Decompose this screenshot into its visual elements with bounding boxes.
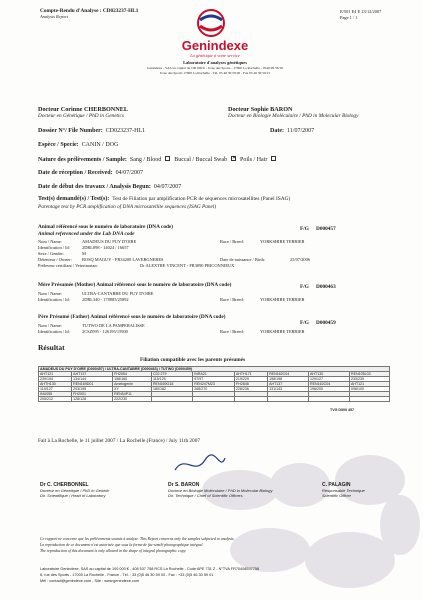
- tests-label: Test(s) demandé(s) / Test(s):: [38, 196, 110, 202]
- signature-block-1: [40, 483, 150, 498]
- signatory-1-name: Dr C. CHERBONNEL: [40, 482, 89, 488]
- mother-fg: F/G: [300, 284, 309, 290]
- date-label: Date:: [270, 128, 284, 134]
- address-line-2: 6 rue des Sports 17000 La Rochelle - Tél. 05 46 30 59 00 - Fax 05 46 30 59 01: [159, 71, 271, 75]
- father-name-label: Nom / Name:: [38, 323, 62, 328]
- genotype-cell: 222/230: [113, 397, 152, 402]
- lab-name: Laboratoire d'analyses génétiques: [183, 60, 247, 65]
- mother-dna-code: D000463: [316, 284, 336, 290]
- signature-baron-icon: [170, 452, 230, 477]
- father-breed-label: Race / Breed:: [220, 329, 244, 334]
- signature-block-2: [168, 483, 298, 498]
- footer-contact-1: 6, rue des Sports - 17000 La Rochelle - France - Tél. : 33 (0)5 46 30 59 00 - Fax : +33 (0)5 46 30 59 01: [40, 573, 214, 577]
- brand-name: Genindexe: [181, 38, 249, 53]
- animal-birth-label: Date de naissance / Birth:: [220, 257, 266, 262]
- begin-value: 04/07/2007: [153, 184, 182, 190]
- genotype-cell: AHTH171: [234, 372, 267, 377]
- genotype-cell: REN169D01: [72, 382, 113, 387]
- genindexe-logo-icon: [191, 8, 231, 38]
- genotype-cell: 198/198: [268, 377, 309, 382]
- genotype-cell: REN247M23: [193, 382, 235, 387]
- genotype-cell: AHT137: [72, 372, 113, 377]
- genotype-cell: FH2848: [234, 382, 267, 387]
- footer-note-2: La reproduction de ce document n'est autorisée que sous la forme de fac-similé photographique intégral.: [40, 543, 204, 547]
- signatory-3-name: C. PALAGIN: [322, 482, 351, 488]
- genotype-cell: INRA21: [193, 372, 235, 377]
- species-value: CANIN / DOG: [81, 142, 119, 148]
- animal-id-value: 2DRL098 - 14024 / 16657: [82, 245, 129, 250]
- genotype-cell: INU055: [39, 392, 72, 397]
- signatory-3-line1: Responsable Technique: [322, 488, 365, 493]
- scientist-right-name: Docteur Sophie BARON: [228, 106, 293, 113]
- mother-breed-value: YORKSHIRE TERRIER: [260, 297, 305, 302]
- genotype-cell: AHT121: [349, 382, 389, 387]
- sample-row: [38, 156, 277, 163]
- vet-value: Dr ALEXTRE VINCENT - FR3090 PRICONNIEUX: [140, 263, 235, 268]
- animal-breed-value: YORKSHIRE TERRIER: [260, 239, 305, 244]
- animal-name-label: Nom / Name:: [38, 239, 62, 244]
- mother-breed-label: Race / Breed:: [220, 297, 244, 302]
- scientist-right-title: Docteur en Biologie Moléculaire / PhD in Molecular Biology: [228, 113, 359, 119]
- footer-company: Laboratoire Genindexe, SAS au capital de 100 000 € - 408 537 758 RCS La Rochelle - Code APE 731 Z - N°TVA FR70408537758: [40, 567, 260, 571]
- genotype-cell: 219/229: [234, 377, 267, 382]
- result-title: Résultat: [38, 343, 65, 352]
- report-number: Compte-Rendu d'Analyse : CD023237-HL1: [40, 8, 139, 14]
- father-breed-value: YORKSHIRE TERRIER: [260, 329, 305, 334]
- species-row: [38, 142, 118, 148]
- genotype-cell: [268, 397, 309, 402]
- animal-name-value: AMADEUS DU PUY D'OIRE: [82, 239, 137, 244]
- genotype-cell: [234, 397, 267, 402]
- date-value: 11/07/2007: [287, 128, 315, 134]
- genotype-table: [38, 366, 390, 402]
- genotype-cell: XY: [113, 387, 152, 392]
- father-id-label: Identification / Id:: [38, 329, 70, 334]
- signatory-2-name: Dr S. BARON: [168, 482, 200, 488]
- scientist-left-title: Docteur en Génétique / PhD in Genetics: [38, 113, 124, 119]
- genotype-cell: 196/200: [309, 387, 350, 392]
- mother-name-value: ULTRA-CANTABRE DU PUY D'OIRE: [82, 291, 154, 296]
- sample-buccal: Buccal / Buccal Swab: [174, 157, 228, 163]
- genotype-cell: [193, 397, 235, 402]
- signature-block-3: [322, 483, 402, 498]
- father-id-value: 2CSZ095 - 126195/15900: [82, 329, 128, 334]
- reception-label: Date de réception / Received:: [38, 170, 113, 176]
- sample-hair-checkbox: [271, 156, 276, 161]
- father-dna-code: D000459: [316, 320, 336, 326]
- animal-sex-label: Sexe / Gender:: [38, 251, 65, 256]
- genotype-cell: 098/100: [349, 387, 389, 392]
- footer-note-3: The reproduction of this document is only allowed in the shape of integral photographic copy.: [40, 549, 187, 553]
- dossier-label: Dossier N°/ File Number:: [38, 128, 103, 134]
- genotype-cell: [309, 397, 350, 402]
- genotype-cell: [151, 397, 192, 402]
- genotype-cell: AHTH130: [39, 382, 72, 387]
- vet-label: Préleveur certifiant / Veterinarian:: [38, 263, 98, 268]
- father-name-value: TUTWO DE LA PAMPERALISSE: [82, 323, 145, 328]
- dossier-value: CD023237-HL1: [105, 128, 146, 134]
- animal-owner-label: Détenteur / Owner:: [38, 257, 72, 262]
- father-fg: F/G: [300, 320, 309, 326]
- tests-value-en: Parentage test by PCR amplification of DNA microsatellite sequences (ISAG Panel): [38, 204, 217, 210]
- genotype-cell: 115/125: [151, 377, 192, 382]
- result-subtitle: Filiation compatible avec les parents présumés: [140, 357, 246, 363]
- genotype-cell: C22.279: [151, 372, 192, 377]
- sample-buccal-checkbox: [231, 156, 236, 161]
- place-date: Fait à La Rochelle, le 11 juillet 2007 / La Rochelle (France) / July 11th 2007: [38, 438, 201, 444]
- animal-sex-value: M: [82, 251, 86, 256]
- date-row: [270, 128, 314, 134]
- animal-id-label: Identification / Id:: [38, 245, 70, 250]
- genotype-cell: 119/127: [39, 387, 72, 392]
- tvg-code: TVG D000 457: [330, 408, 354, 412]
- genotype-cell: 233/239: [349, 377, 389, 382]
- tests-row: [38, 196, 290, 202]
- mother-heading: Mère Présumée (Mother) Animal référencé sous le numéro de laboratoire (DNA code): [38, 282, 232, 288]
- animal-heading-en: Animal referenced under the Lab DNA code: [38, 231, 135, 237]
- signatory-1-line2: Dir. Scientifique / Head of Laboratory: [40, 493, 106, 498]
- genotype-cell: 239/194: [39, 377, 72, 382]
- sample-hair: Poils / Hair: [240, 157, 268, 163]
- genotype-cell: 268/270: [193, 387, 235, 392]
- species-label: Espèce / Specie:: [38, 142, 79, 148]
- genotype-cell: REN162C04: [268, 372, 309, 377]
- animal-owner-value: BOSQ MAGUY - FR34200 LAVERGNERES: [82, 257, 164, 262]
- signatory-1-line1: Docteur en Génétique / PhD in Genetic: [40, 488, 110, 493]
- genotype-cell: 158/160: [113, 377, 152, 382]
- genotype-cell: 180/182: [151, 387, 192, 392]
- page-number: Page 1 / 1: [340, 15, 358, 20]
- genotype-cell: AHT137: [268, 382, 309, 387]
- animal-breed-label: Race / Breed:: [220, 239, 244, 244]
- genotype-row: [39, 397, 390, 402]
- genotype-cell: FH2001: [72, 392, 113, 397]
- genotype-cell: 134/144: [72, 377, 113, 382]
- genotype-cell: FH2054: [113, 372, 152, 377]
- scientist-left-name: Docteur Corinne CHERBONNEL: [38, 106, 128, 113]
- genotype-cell: 203/195: [72, 387, 113, 392]
- footer-note-1: Ce rapport ne concerne que les prélèvements soumis à analyse. This Report concerns only the samples subjected to analysis.: [40, 537, 235, 541]
- genotype-cell: AHT121: [39, 372, 72, 377]
- signatory-2-line1: Docteur en Biologie Moléculaire / PhD in Molecular Biology: [168, 488, 273, 493]
- genotype-table-header: AMADEUS DU PUY D'OIRE (D000457) / ULTRA-CANTABRE (D000463) / TUTWO (D000459): [39, 367, 390, 372]
- begin-row: [38, 184, 181, 190]
- genotype-cell: [349, 397, 389, 402]
- animal-fg: F/G: [300, 226, 309, 232]
- genotype-cell: 97/97: [193, 377, 235, 382]
- genotype-cell: 129/127: [309, 377, 350, 382]
- dossier-row: [38, 128, 145, 134]
- begin-label: Date de début des travaux / Analysis Begun:: [38, 184, 151, 190]
- genotype-cell: 205/212: [39, 397, 72, 402]
- footer-contact-2: Mél : contact@genindexe.com - Site : www.genindexe.com: [40, 579, 140, 583]
- mother-id-value: 2DRL340 - 178885/25892: [82, 297, 129, 302]
- animal-birth-value: 25/07/2006: [290, 257, 311, 262]
- genotype-cell: REN54P11: [113, 392, 152, 397]
- report-subtitle: Analysis Report: [40, 14, 68, 19]
- genotype-cell: REN105L03: [349, 372, 389, 377]
- tests-value: Test de Filiation par amplification PCR de séquences microsatellites (Panel ISAG): [112, 196, 291, 202]
- address-line-1: Genindexe - SAS au capital de 100 000 € - 6 rue des Sports - 17000 La Rochelle - 0546 99 56 56: [147, 66, 283, 70]
- sample-label: Nature des prélèvements / Sample:: [38, 157, 127, 163]
- brand-tagline: La génétique à votre service: [190, 53, 240, 58]
- animal-dna-code: D000457: [316, 226, 336, 232]
- reception-row: [38, 170, 143, 176]
- genotype-cell: Amelogenin: [113, 382, 152, 387]
- sample-blood: Sang / Blood: [129, 157, 162, 163]
- mother-id-label: Identification / Id:: [38, 297, 70, 302]
- genotype-cell: 228/236: [234, 387, 267, 392]
- reception-value: 04/07/2007: [115, 170, 143, 176]
- genotype-cell: REN162C04: [309, 382, 350, 387]
- sample-blood-checkbox: [165, 156, 170, 161]
- genotype-cell: AHT130: [309, 372, 350, 377]
- genotype-cell: 128/128: [72, 397, 113, 402]
- genotype-cell: 131/143: [268, 387, 309, 392]
- signatory-3-line2: Scientific Officer: [322, 493, 351, 498]
- father-heading: Père Présumé (Father) Animal référencé sous le numéro de laboratoire (DNA code): [38, 314, 226, 320]
- signatory-2-line2: Dir. Technique / Chief of Scientific Officers: [168, 493, 243, 498]
- mother-name-label: Nom / Name:: [38, 291, 62, 296]
- animal-heading: Animal référencé sous le numéro de laboratoire (DNA code): [38, 224, 174, 230]
- doc-reference: E/501 E4 E 23/12/2007: [340, 9, 382, 14]
- genotype-cell: REN169O18: [151, 382, 192, 387]
